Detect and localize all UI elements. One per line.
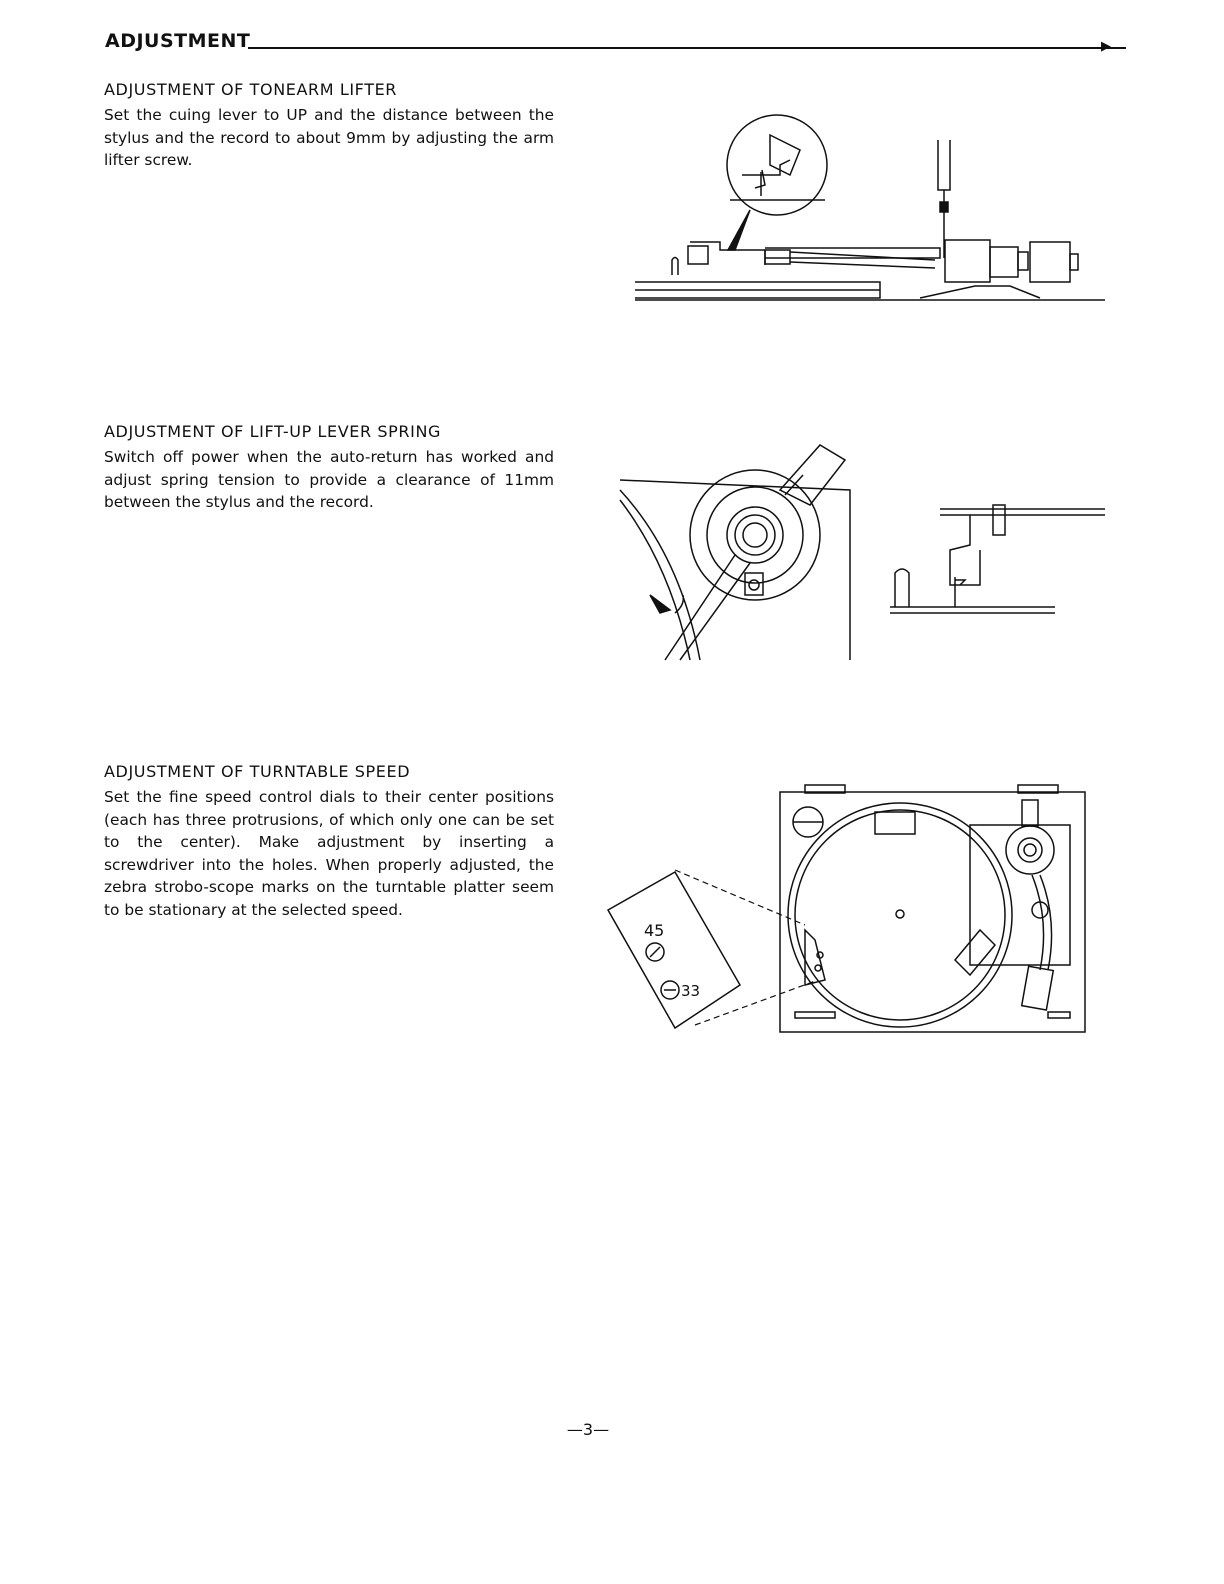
section-title: ADJUSTMENT OF TONEARM LIFTER [104,80,398,99]
section-body: Switch off power when the auto-return has worked and adjust spring tension to provide a clearance of 11mm between the stylus and the record. [104,448,554,511]
speed-33-label: 33 [681,982,701,1000]
header-rule [248,47,1126,49]
speed-45-label: 45 [644,921,665,940]
tonearm-lifter-diagram [630,110,1110,310]
turntable-speed-diagram [600,780,1100,1040]
section-body: Set the fine speed control dials to their center positions (each has three protrusions, of which only one can be set to the center). Make adjustment by inserting a screwdriver into the holes. When properly adjusted, the zebra strobo-scope marks on the turntable platter seem to be stationary at the selected speed. [104,788,554,919]
section-body: Set the cuing lever to UP and the distance between the stylus and the record to about 9mm by adjusting the arm lifter screw. [104,106,554,169]
lift-up-lever-diagram [605,435,1105,665]
section-title: ADJUSTMENT OF LIFT-UP LEVER SPRING [104,422,442,441]
section-turntable-speed [104,762,554,921]
header-arrow-icon: ▶ [1101,39,1111,54]
page-header [105,30,1130,60]
page-number: —3— [566,1420,610,1439]
page-title: ADJUSTMENT [105,30,251,52]
section-title: ADJUSTMENT OF TURNTABLE SPEED [104,762,411,781]
speed-dial-callout [608,872,740,1028]
section-lift-up-lever-spring [104,422,554,514]
section-tonearm-lifter [104,80,554,172]
